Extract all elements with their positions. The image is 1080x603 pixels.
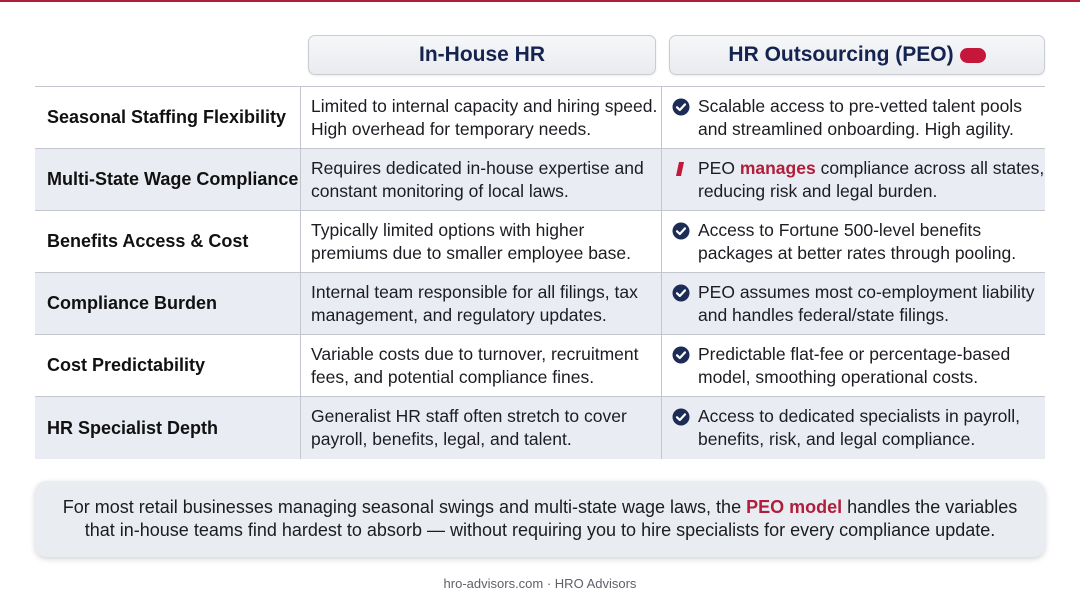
peo-text-after: compliance across all states, reducing risk and legal burden. — [698, 158, 1045, 201]
summary-text — [51, 496, 1029, 542]
summary-text-before: For most retail businesses managing seasonal swings and multi-state wage laws, the — [62, 497, 747, 517]
summary-callout — [35, 481, 1045, 557]
table-row — [35, 334, 1045, 396]
row-label: Compliance Burden — [35, 273, 301, 334]
peo-cell — [662, 87, 1045, 148]
in-house-cell: Typically limited options with higher premiums due to smaller employee base. — [301, 211, 662, 272]
check-circle-icon — [672, 284, 690, 302]
comparison-table — [35, 86, 1045, 459]
peo-cell-text: Scalable access to pre-vetted talent pools and streamlined onboarding. High agility. — [698, 96, 1022, 139]
table-row — [35, 86, 1045, 148]
slash-mark-icon — [672, 160, 690, 178]
peo-cell-text — [698, 157, 1045, 203]
red-pill-icon — [960, 48, 986, 63]
in-house-cell: Variable costs due to turnover, recruitment fees, and potential compliance fines. — [301, 335, 662, 396]
in-house-cell: Generalist HR staff often stretch to cover payroll, benefits, legal, and talent. — [301, 397, 662, 459]
top-accent-rule — [0, 0, 1080, 2]
peo-cell-text: PEO assumes most co-employment liability and handles federal/state filings. — [698, 282, 1035, 325]
summary-text-after: handles the variables that in-house teams find hardest to absorb — without requiring you to hire specialists for every compliance update. — [84, 497, 1018, 540]
table-row — [35, 396, 1045, 459]
peo-cell-text: Predictable flat-fee or percentage-based model, smoothing operational costs. — [698, 344, 1011, 387]
row-label: HR Specialist Depth — [35, 397, 301, 459]
summary-highlight: PEO model — [746, 497, 843, 517]
row-label: Cost Predictability — [35, 335, 301, 396]
peo-cell — [662, 211, 1045, 272]
in-house-cell: Limited to internal capacity and hiring speed. High overhead for temporary needs. — [301, 87, 662, 148]
peo-cell — [662, 273, 1045, 334]
peo-cell — [662, 149, 1045, 210]
row-label: Seasonal Staffing Flexibility — [35, 87, 301, 148]
check-circle-icon — [672, 222, 690, 240]
peo-cell — [662, 397, 1045, 459]
peo-text-highlight: manages — [739, 158, 816, 178]
check-circle-icon — [672, 408, 690, 426]
column-header-in-house-label: In-House HR — [419, 43, 545, 66]
in-house-cell: Requires dedicated in-house expertise and constant monitoring of local laws. — [301, 149, 662, 210]
column-header-peo-label: HR Outsourcing (PEO) — [728, 43, 954, 66]
peo-cell-text: Access to dedicated specialists in payroll, benefits, risk, and legal compliance. — [698, 406, 1020, 449]
column-header-peo — [669, 35, 1045, 75]
table-row — [35, 148, 1045, 210]
table-row — [35, 210, 1045, 272]
in-house-cell: Internal team responsible for all filings, tax management, and regulatory updates. — [301, 273, 662, 334]
peo-cell — [662, 335, 1045, 396]
peo-text-before: PEO — [698, 158, 740, 178]
footer-credit: hro-advisors.com · HRO Advisors — [443, 576, 637, 591]
row-label: Multi-State Wage Compliance — [35, 149, 301, 210]
peo-cell-text: Access to Fortune 500-level benefits packages at better rates through pooling. — [698, 220, 1017, 263]
check-circle-icon — [672, 98, 690, 116]
column-header-in-house — [308, 35, 656, 75]
row-label: Benefits Access & Cost — [35, 211, 301, 272]
table-row — [35, 272, 1045, 334]
check-circle-icon — [672, 346, 690, 364]
